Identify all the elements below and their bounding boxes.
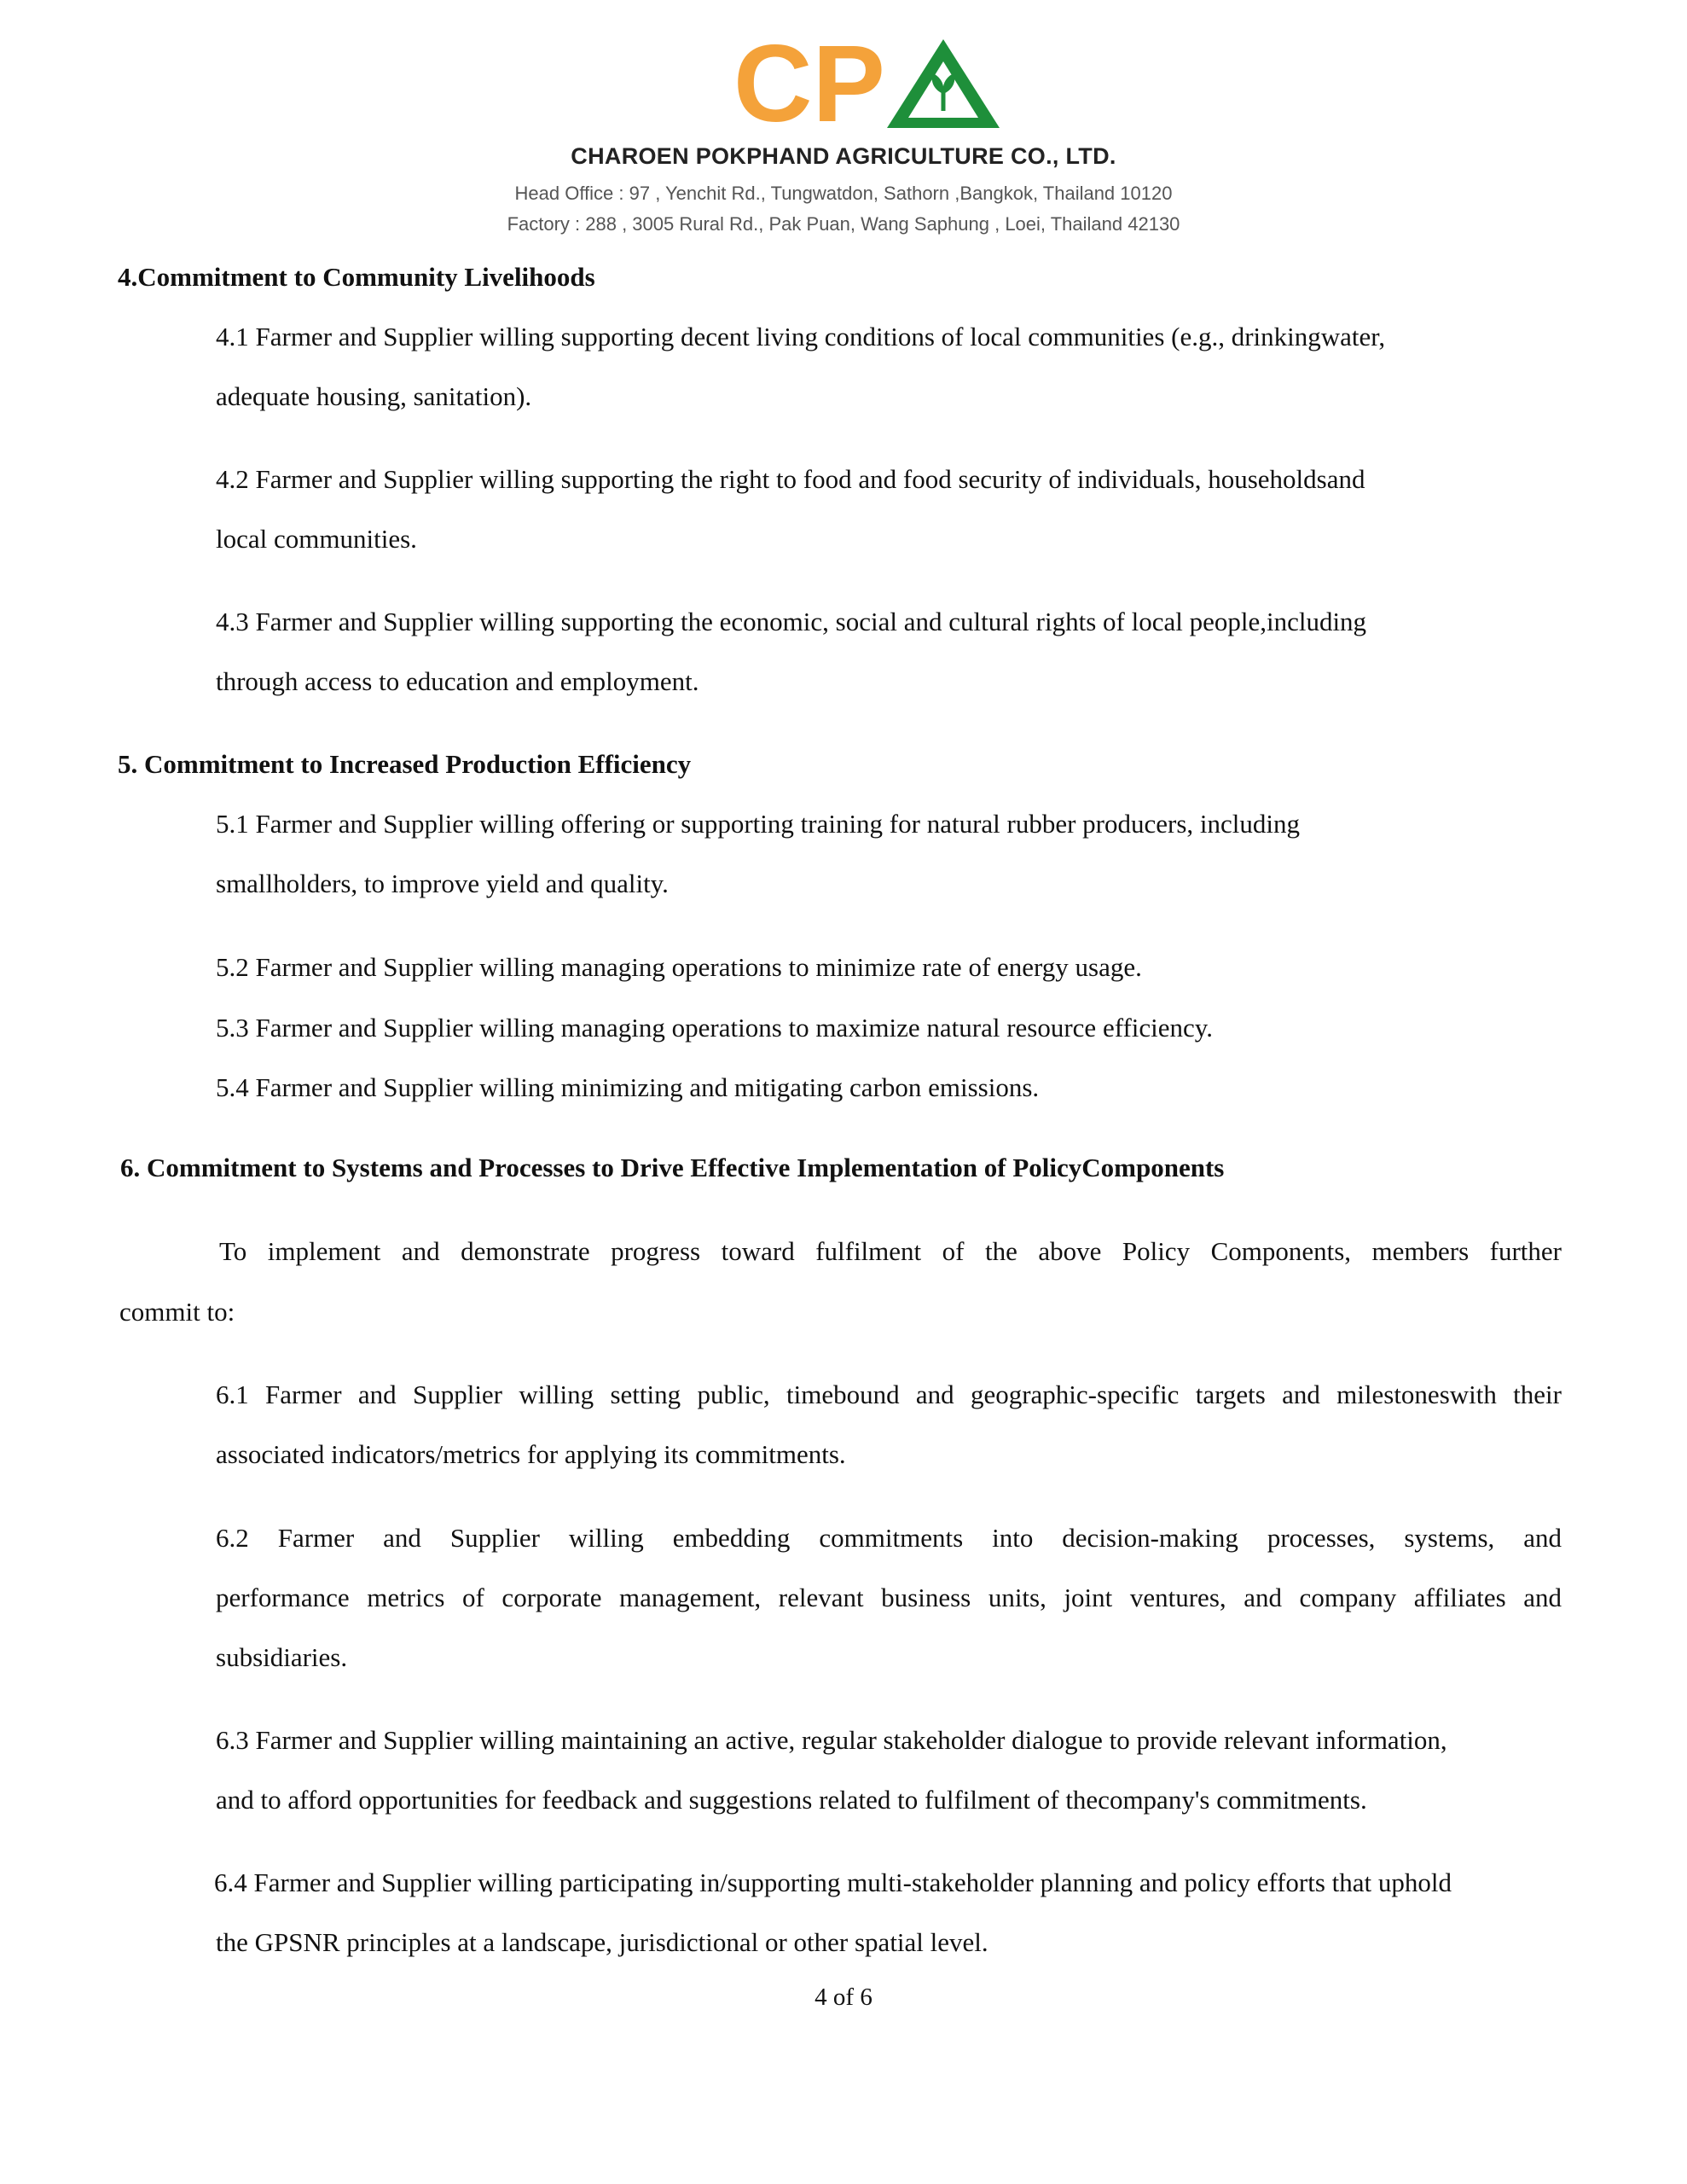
- item-4-2-line-1: 4.2 Farmer and Supplier willing supporting the right to food and food security of individuals, householdsand: [216, 464, 1365, 494]
- item-6-3-line-1: 6.3 Farmer and Supplier willing maintaining an active, regular stakeholder dialogue to provide relevant information,: [216, 1725, 1447, 1755]
- item-4-1-line-1: 4.1 Farmer and Supplier willing supporting decent living conditions of local communities (e.g., drinkingwater,: [216, 322, 1386, 351]
- item-6-1-line-1: 6.1 Farmer and Supplier willing setting public, timebound and geographic-specific targets and milestoneswith their: [216, 1380, 1562, 1409]
- triangle-leaf-icon: [887, 39, 1000, 128]
- item-5-4: 5.4 Farmer and Supplier willing minimizing and mitigating carbon emissions.: [216, 1072, 1040, 1102]
- logo-text: CP: [733, 32, 885, 133]
- section-4-heading: 4.Commitment to Community Livelihoods: [118, 262, 595, 292]
- item-4-3-line-2: through access to education and employment.: [216, 666, 699, 696]
- page-number: 4 of 6: [815, 1984, 872, 2011]
- head-office-address: Head Office : 97 , Yenchit Rd., Tungwatdon, Sathorn ,Bangkok, Thailand 10120: [514, 183, 1173, 204]
- item-6-2-line-3: subsidiaries.: [216, 1642, 348, 1672]
- section-6-heading: 6. Commitment to Systems and Processes to Drive Effective Implementation of PolicyComponents: [120, 1153, 1225, 1182]
- company-name: CHAROEN POKPHAND AGRICULTURE CO., LTD.: [571, 143, 1116, 169]
- factory-address: Factory : 288 , 3005 Rural Rd., Pak Puan, Wang Saphung , Loei, Thailand 42130: [507, 213, 1180, 235]
- cpa-logo: [733, 32, 1002, 133]
- item-6-2-line-2: performance metrics of corporate management, relevant business units, joint ventures, and company affiliates and: [216, 1583, 1562, 1612]
- section-5-heading: 5. Commitment to Increased Production Efficiency: [118, 749, 692, 779]
- item-5-3: 5.3 Farmer and Supplier willing managing operations to maximize natural resource efficiency.: [216, 1013, 1214, 1043]
- item-5-2: 5.2 Farmer and Supplier willing managing operations to minimize rate of energy usage.: [216, 952, 1142, 982]
- item-5-1-line-2: smallholders, to improve yield and quality.: [216, 868, 669, 898]
- item-4-1-line-2: adequate housing, sanitation).: [216, 381, 532, 411]
- item-6-2-line-1: 6.2 Farmer and Supplier willing embedding commitments into decision-making processes, systems, and: [216, 1523, 1562, 1553]
- item-6-1-line-2: associated indicators/metrics for applying its commitments.: [216, 1439, 846, 1469]
- item-6-3-line-2: and to afford opportunities for feedback and suggestions related to fulfilment of thecompany's commitments.: [216, 1785, 1367, 1815]
- item-4-3-line-1: 4.3 Farmer and Supplier willing supporting the economic, social and cultural rights of local people,including: [216, 607, 1367, 636]
- section-6-intro-line-1: To implement and demonstrate progress toward fulfilment of the above Policy Components, members further: [219, 1236, 1562, 1266]
- item-6-4-line-1: 6.4 Farmer and Supplier willing participating in/supporting multi-stakeholder planning and policy efforts that uphold: [214, 1867, 1452, 1897]
- item-4-2-line-2: local communities.: [216, 524, 417, 554]
- item-5-1-line-1: 5.1 Farmer and Supplier willing offering or supporting training for natural rubber producers, including: [216, 809, 1300, 839]
- section-6-intro-line-2: commit to:: [119, 1297, 235, 1327]
- item-6-4-line-2: the GPSNR principles at a landscape, jurisdictional or other spatial level.: [216, 1927, 988, 1957]
